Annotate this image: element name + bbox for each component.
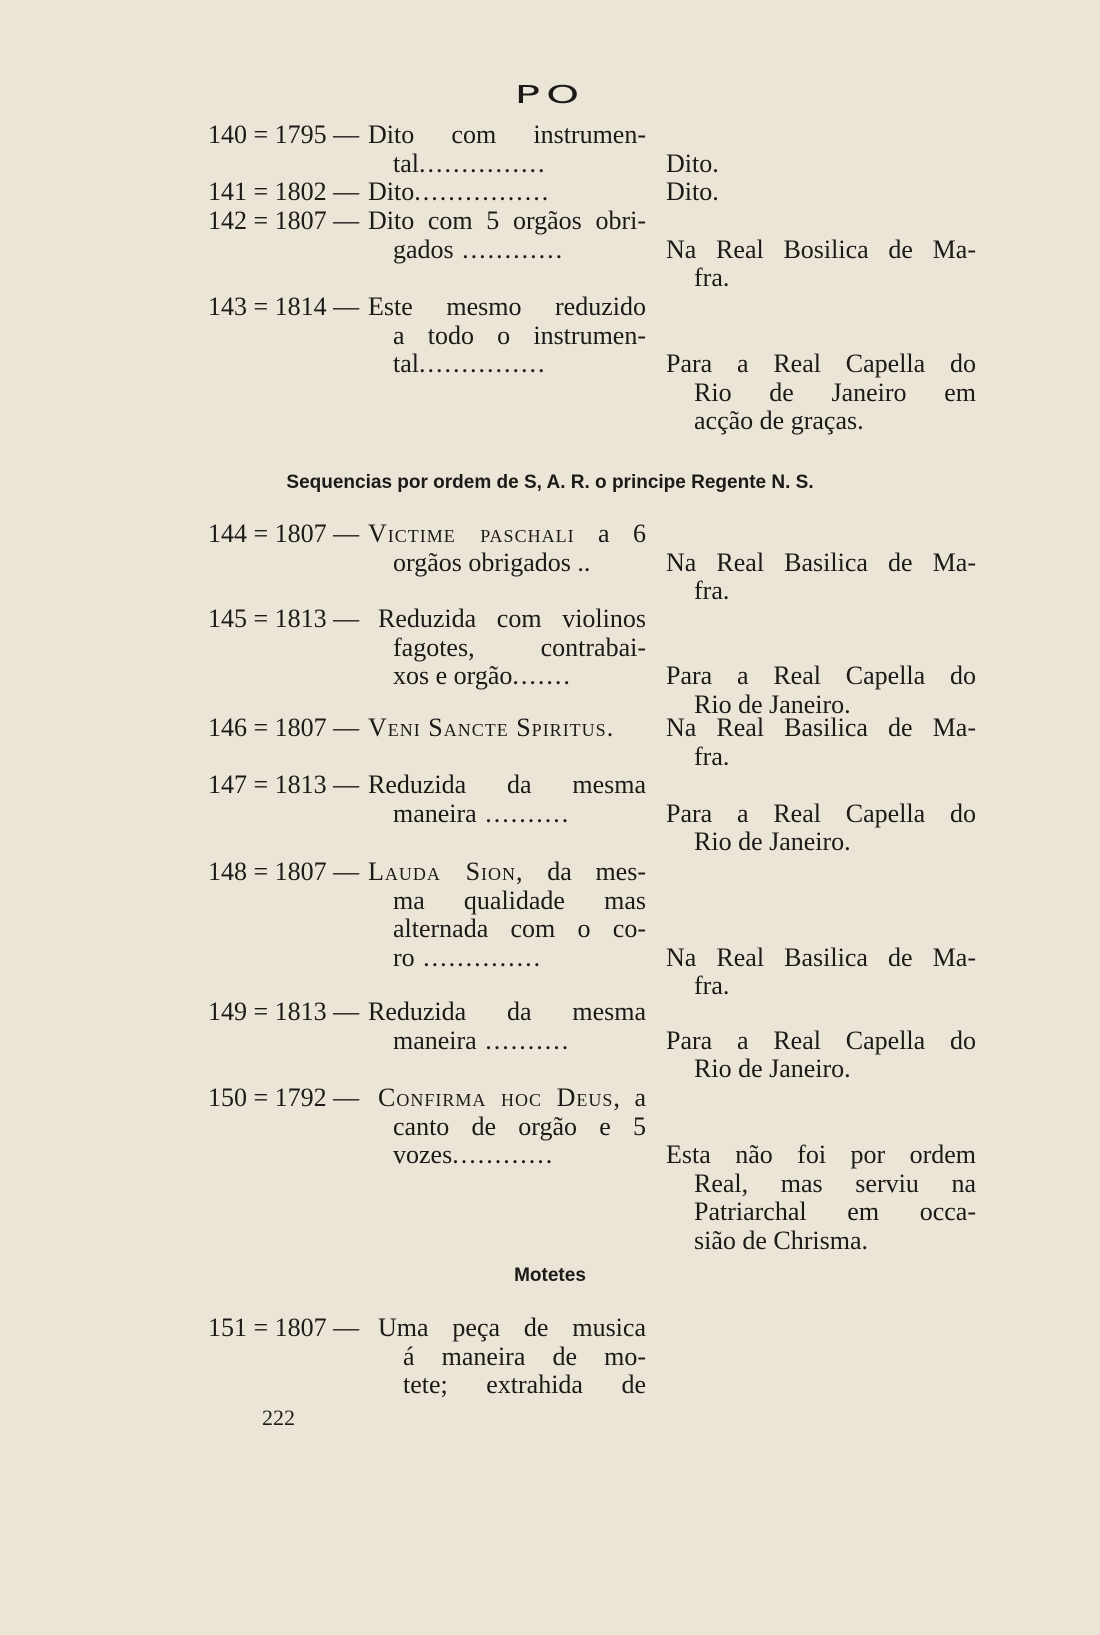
entry-description: Reduzida com violinos fagotes, contrabai- xos e orgão.......	[378, 604, 646, 690]
entry-description: Dito com instrumen- tal...............	[368, 120, 646, 178]
entry-number: 141 = 1802 —	[208, 177, 360, 206]
work-title: Lauda Sion,	[368, 857, 524, 886]
entry-number: 143 = 1814 —	[208, 292, 360, 321]
entry-number: 150 = 1792 —	[208, 1083, 360, 1112]
entry-location: Para a Real Capella do Rio de Janeiro.	[666, 798, 976, 856]
entry-description	[368, 714, 646, 743]
running-header: PO	[514, 79, 586, 110]
entry-description: Reduzida da mesma maneira ..........	[368, 997, 646, 1055]
entry-number: 142 = 1807 —	[208, 206, 360, 235]
entry-location: Para a Real Capella do Rio de Janeiro em acção de graças.	[666, 349, 976, 435]
entry-description: Dito com 5 orgãos obri- gados ............	[368, 206, 646, 264]
entry-description: Reduzida da mesma maneira ..........	[368, 770, 646, 828]
entry-description: Dito................	[368, 177, 551, 206]
entry-number: 146 = 1807 —	[208, 713, 360, 742]
entry-description: Uma peça de musica á maneira de mo- tete; extrahida de	[378, 1313, 646, 1399]
entry-location: Para a Real Capella do Rio de Janeiro.	[666, 661, 976, 719]
entry-number: 148 = 1807 —	[208, 857, 360, 886]
entry-number: 140 = 1795 —	[208, 120, 360, 149]
entry-location: Para a Real Capella do Rio de Janeiro.	[666, 1025, 976, 1083]
entry-description: Lauda Sion, da mes- ma qualidade mas alternada com o co- ro ..............	[368, 857, 646, 972]
work-title: Veni Sancte Spiritus.	[368, 713, 615, 742]
entry-location: Dito.	[666, 148, 719, 178]
entry-location: Na Real Bosilica de Ma- fra.	[666, 234, 976, 292]
entry-location: Na Real Basilica de Ma- fra.	[666, 942, 976, 1000]
entry-location: Dito.	[666, 177, 719, 206]
entry-number: 149 = 1813 —	[208, 997, 360, 1026]
entry-location: Esta não foi por ordem Real, mas serviu na Patriarchal em occa- sião de Chrisma.	[666, 1140, 976, 1255]
entry-number: 147 = 1813 —	[208, 770, 360, 799]
entry-number: 144 = 1807 —	[208, 519, 360, 548]
entry-number: 151 = 1807 —	[208, 1313, 360, 1342]
section-heading-motetes: Motetes	[514, 1265, 586, 1286]
entry-number: 145 = 1813 —	[208, 604, 360, 633]
entry-location: Na Real Basilica de Ma- fra.	[666, 547, 976, 605]
section-heading-sequencias: Sequencias por ordem de S, A. R. o principe Regente N. S.	[286, 472, 814, 493]
page-number: 222	[262, 1405, 295, 1430]
work-title: Victime paschali	[368, 519, 575, 548]
work-title: Confirma hoc Deus,	[378, 1083, 621, 1112]
entry-description: Victime paschali a 6 orgãos obrigados ..	[368, 519, 646, 577]
entry-description: Confirma hoc Deus, a canto de orgão e 5 vozes............	[378, 1083, 647, 1169]
entry-location: Na Real Basilica de Ma- fra.	[666, 713, 976, 771]
entry-description: Este mesmo reduzido a todo o instrumen- tal...............	[368, 292, 646, 378]
